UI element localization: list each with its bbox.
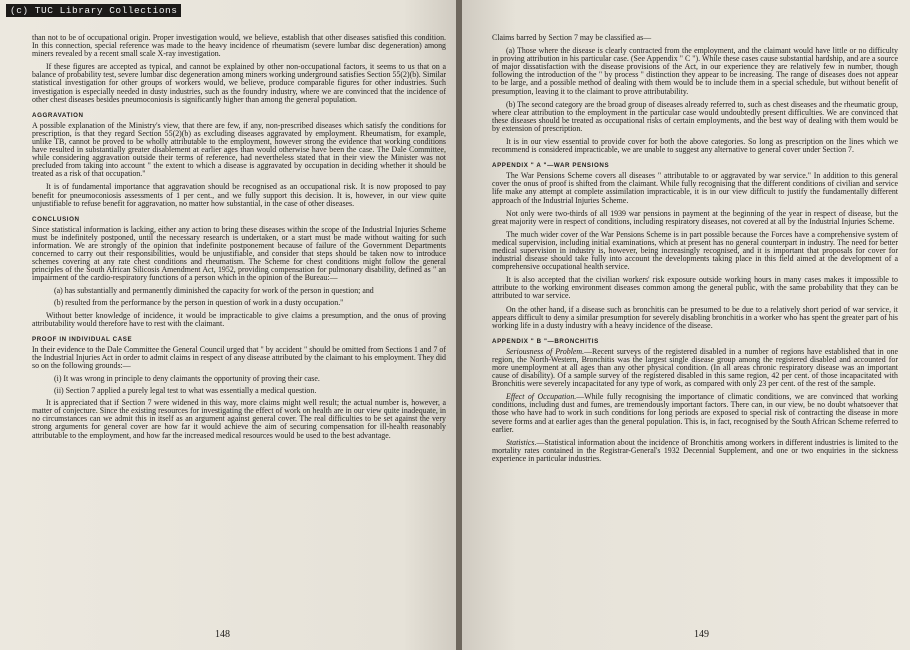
appendix-b-lead-2: Effect of Occupation. [506,392,577,402]
conclusion-item-a: (a) has substantially and permanently diminished the capacity for work of the person in question; and [54,286,374,296]
claims-item-b: (b) The second category are the broad group of diseases already referred to, such as chest diseases and the rheumatic group, where clear attribution to the employment in the particular case would undoubtedly present difficulties. We are convinced that these diseases should be treated as occupational risks of certain employments, and the best way of dealing with them would be by extension of prescription. [492,99,898,133]
aggravation-paragraph-2: It is of fundamental importance that aggravation should be recognised as an occupational risk. It is now proposed to pay benefit for pneumoconiosis assessments of 1 per cent., and we fully support this decision. It is, however, in our view quite unjustifiable to refuse benefit for aggravation, no matter how substantial, in the case of other diseases. [32,182,446,208]
appendix-b-text-2: —While fully recognising the importance of climatic conditions, we are convinced that working conditions, including dust and fumes, are tremendously important factors. There can, in our view, be no doubt whatsoever that those who have had to work in such conditions for long periods are exposed to special risk of contracting the disease in more severe forms and at earlier ages than the general population. This is, in fact, recognised by the South African Scheme referred to earlier. [492,392,898,434]
aggravation-heading: AGGRAVATION [32,111,84,119]
conclusion-paragraph-1: Since statistical information is lacking, either any action to bring these diseases within the scope of the Industrial Injuries Scheme must be indefinitely postponed, until the necessary research is undertaken, or a start must be made without waiting for such information. We are strongly of the opinion that indefinite postponement because of failure of the Government Departments concerned to carry out their responsibilities, would be unjustifiable, and consider that steps should be taken now to introduce schemes covering at any rate chest conditions and rheumatism. The Scheme for chest conditions might follow the general principles of the South African Silicosis Amendment Act, 1952, providing compensation for pulmonary disability, defined as " an impairment of the cardio-respiratory functions of a person which in the opinion of the Bureau:— [32,224,446,283]
proof-paragraph-2: It is appreciated that if Section 7 were widened in this way, more claims might well result; the actual number is, however, a matter of conjecture. Since the existing resources for investigating the effect of work on health are in our view quite inadequate, in no circumstances can we admit this in itself as an argument against general cover. The real difficulties to be set against the very strong arguments for general cover are how far it would achieve the aim of securing compensation for ill-health reasonably attributable to the employment, and how far the increased medical resources would be used to the best advantage. [32,398,446,440]
page-number-right: 149 [694,629,709,640]
proof-heading: PROOF IN INDIVIDUAL CASE [32,335,133,343]
appendix-a-heading: APPENDIX " A "—WAR PENSIONS [492,162,610,170]
appendix-b-text-1: —Recent surveys of the registered disabled in a number of regions have established that in one region, the North-Western, Bronchitis was the largest single disease group among the registered disabled and accounted for more unemployment at all ages than any other physical condition. (In all areas chronic respiratory disease was an important cause of disability). Of a sample survey of the registered disabled in this same region, 42 per cent. of those incapacitated with Bronchitis were severely incapacitated for any type of work, as compared with only 23 per cent. of the rest of the sample. [492,346,898,389]
intro-paragraph: than not to be of occupational origin. Proper investigation would, we believe, establish that other diseases satisfied this condition. In this connection, special reference was made to the heavy incidence of rheumatism (severe lumbar disc degeneration) among miners revealed by a recent small scale X-ray investigation. [32,33,446,59]
collection-watermark: (c) TUC Library Collections [6,4,181,17]
appendix-b-lead-3: Statistics. [506,437,537,447]
appendix-a-paragraph-4: It is also accepted that the civilian workers' risk exposure outside working hours in many cases makes it impossible to attribute to the working environment diseases common among the general public, with the same probability that they can be attributed to war service. [492,275,898,301]
right-page [462,0,910,650]
claims-intro: Claims barred by Section 7 may be classified as— [492,33,652,42]
appendix-b-text-3: —Statistical information about the incidence of Bronchitis among workers in different industries is limited to the mortality rates contained in the Registrar-General's 1932 Decennial Supplement, and one or two enquiries in the sickness experience in particular industries. [492,437,898,463]
appendix-a-paragraph-3: The much wider cover of the War Pensions Scheme is in part possible because the Forces have a comprehensive system of medical supervision, including initial examinations, which at present has no general counterpart in industry. The need for better medical supervision in industry is, however, being increasingly recognised, and it is important that proposals for cover for industrial disease should take fully into account the developments taking place in this field aimed at the development of a comprehensive occupational health service. [492,229,898,272]
claims-item-a: (a) Those where the disease is clearly contracted from the employment, and the claimant would have little or no difficulty in proving attribution in his particular case. (See Appendix " C "). While these cases cause substantial hardship, and are a source of major dissatisfaction with the disease provisions of the Act, in our experience they are relatively few in number, though following the introduction of the " by process " distinction they appear to be increasing. The range of diseases does not appear to be large, and a possible method of dealing with them would be to include them in a special schedule, but without benefit of presumption, leaving it to the claimant to prove attributability. [492,46,898,96]
conclusion-heading: CONCLUSION [32,215,80,223]
appendix-b-paragraph-2 [492,393,898,433]
page-number-left: 148 [215,629,230,640]
claims-paragraph-2: It is in our view essential to provide cover for both the above categories. So long as prescription on the lines which we recommend is considered impracticable, we are unable to suggest any alternative to general cover under Section 7. [492,137,898,155]
proof-item-ii: (ii) Section 7 applied a purely legal test to what was essentially a medical question. [54,386,317,396]
appendix-b-lead-1: Seriousness of Problem. [506,346,585,356]
appendix-b-paragraph-3 [492,439,898,463]
conclusion-paragraph-2: Without better knowledge of incidence, it would be impracticable to give claims a presumption, and the onus of proving attributability would therefore have to rest with the claimant. [32,310,446,328]
appendix-a-paragraph-5: On the other hand, if a disease such as bronchitis can be presumed to be due to a relatively short period of war service, it appears difficult to deny a similar presumption for severely disabling bronchitis in a worker who has spent the greater part of his working life in a dusty industry with a heavy incidence of the disease. [492,304,898,330]
appendix-a-paragraph-1: The War Pensions Scheme covers all diseases " attributable to or aggravated by war service." In addition to this general cover the onus of proof is shifted from the claimant. While fully recognising that the different conditions of civilian and service life make any attempt at complete assimilation impracticable, it is in our view difficult to justify the fundamentally different approach of the Industrial Injuries Scheme. [492,171,898,205]
aggravation-paragraph-1: A possible explanation of the Ministry's view, that there are few, if any, non-prescribed diseases which satisfy the conditions for prescription, is that they regard Section 55(2)(b) as excluding diseases aggravated by employment. Rheumatism, for example, unlike TB, cannot be proved to be wholly attributable to the employment, however strong the evidence that working conditions have resulted in substantially greater disablement at earlier ages than would otherwise have been the case. The Dale Committee, while considering aggravation outside their terms of reference, had nevertheless stated that in their view the Minister was not precluded from taking into account " the extent to which a disease is aggravated by occupation in deciding whether it should be treated as a risk of that occupation." [32,120,446,179]
conclusion-item-b: (b) resulted from the performance by the person in question of work in a dusty occupation." [54,298,344,308]
appendix-a-paragraph-2: Not only were two-thirds of all 1939 war pensions in payment at the beginning of the year in respect of disease, but the great majority were in respect of conditions, including respiratory diseases, not covered at all by the Industrial Injuries Scheme. [492,208,898,226]
proof-item-i: (i) It was wrong in principle to deny claimants the opportunity of proving their case. [54,374,320,383]
appendix-b-paragraph-1 [492,348,898,388]
intro-paragraph-2: If these figures are accepted as typical, and cannot be explained by other non-occupational factors, it seems to us that on a balance of probability test, severe lumbar disc degeneration among miners working underground satisfies Section 55(2)(b). Similar statistical investigation for other groups of workers would, we believe, produce comparable figures for other industries. Such investigation is especially needed in dusty industries, such as the foundry industry, where we are convinced that the incidence of other chest diseases besides pneumoconiosis is significantly higher than among the general population. [32,62,446,104]
appendix-b-heading: APPENDIX " B "—BRONCHITIS [492,337,599,345]
proof-paragraph-1: In their evidence to the Dale Committee the General Council urged that " by accident " should be omitted from Sections 1 and 7 of the Industrial Injuries Act in order to admit claims in respect of any disease attributed by the claimant to his employment. They did so on the following grounds:— [32,344,446,370]
